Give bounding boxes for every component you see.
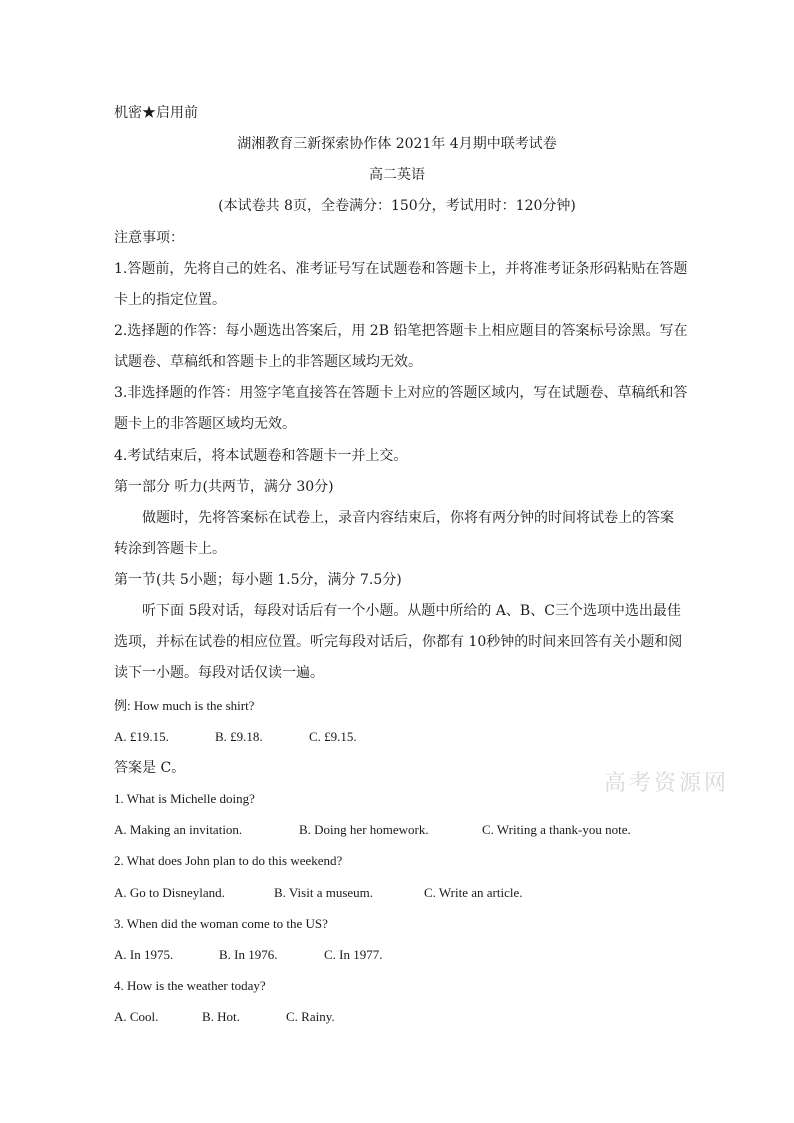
part1-intro: 转涂到答题卡上。: [114, 541, 226, 557]
question-1: 1. What is Michelle doing?: [114, 791, 255, 806]
section1-intro: 听下面 5段对话，每段对话后有一个小题。从题中所给的 A、B、C三个选项中选出最佳: [142, 603, 681, 619]
confidential-label: 机密★启用前: [114, 105, 198, 121]
notes-line: 卡上的指定位置。: [114, 292, 226, 308]
q2-option-b: B. Visit a museum.: [274, 885, 374, 900]
notes-line: 题卡上的非答题区域均无效。: [114, 416, 296, 432]
notes-line: 4.考试结束后，将本试题卷和答题卡一并上交。: [114, 448, 408, 464]
q2-option-a: A. Go to Disneyland.: [114, 885, 225, 900]
q4-option-a: A. Cool.: [114, 1009, 159, 1024]
q2-option-c: C. Write an article.: [424, 885, 523, 900]
question-4: 4. How is the weather today?: [114, 978, 266, 993]
section1-intro: 选项，并标在试卷的相应位置。听完每段对话后，你都有 10秒钟的时间来回答有关小题和阅: [114, 634, 683, 650]
part1-intro: 做题时，先将答案标在试卷上，录音内容结束后，你将有两分钟的时间将试卷上的答案: [142, 510, 674, 526]
example-answer: 答案是 C。: [114, 760, 186, 776]
example-question: 例: How much is the shirt?: [114, 698, 255, 713]
exam-info: (本试卷共 8页，全卷满分：150分，考试用时：120分钟): [218, 198, 576, 214]
q3-option-b: B. In 1976.: [219, 947, 278, 962]
notes-heading: 注意事项：: [114, 230, 184, 246]
notes-line: 2.选择题的作答：每小题选出答案后，用 2B 铅笔把答题卡上相应题目的答案标号涂黑。写在: [114, 323, 688, 339]
q1-option-a: A. Making an invitation.: [114, 822, 243, 837]
watermark: 高考资源网: [604, 771, 730, 796]
section1-intro: 读下一小题。每段对话仅读一遍。: [114, 665, 324, 681]
section1-heading: 第一节(共 5小题；每小题 1.5分，满分 7.5分): [114, 572, 402, 588]
q4-option-b: B. Hot.: [202, 1009, 240, 1024]
example-option-a: A. £19.15.: [114, 729, 169, 744]
notes-line: 3.非选择题的作答：用签字笔直接答在答题卡上对应的答题区域内，写在试题卷、草稿纸和答: [114, 385, 688, 401]
notes-line: 1.答题前，先将自己的姓名、准考证号写在试题卷和答题卡上，并将准考证条形码粘贴在答题: [114, 261, 688, 277]
q1-option-b: B. Doing her homework.: [299, 822, 429, 837]
subject-title: 高二英语: [369, 167, 425, 183]
notes-line: 试题卷、草稿纸和答题卡上的非答题区域均无效。: [114, 354, 422, 370]
example-option-c: C. £9.15.: [309, 729, 357, 744]
q1-option-c: C. Writing a thank-you note.: [482, 822, 631, 837]
q3-option-c: C. In 1977.: [324, 947, 383, 962]
q4-option-c: C. Rainy.: [286, 1009, 335, 1024]
part1-heading: 第一部分 听力(共两节，满分 30分): [114, 479, 334, 495]
example-option-b: B. £9.18.: [215, 729, 263, 744]
q3-option-a: A. In 1975.: [114, 947, 174, 962]
question-3: 3. When did the woman come to the US?: [114, 916, 328, 931]
exam-title: 湖湘教育三新探索协作体 2021年 4月期中联考试卷: [237, 136, 557, 152]
question-2: 2. What does John plan to do this weekend?: [114, 853, 343, 868]
